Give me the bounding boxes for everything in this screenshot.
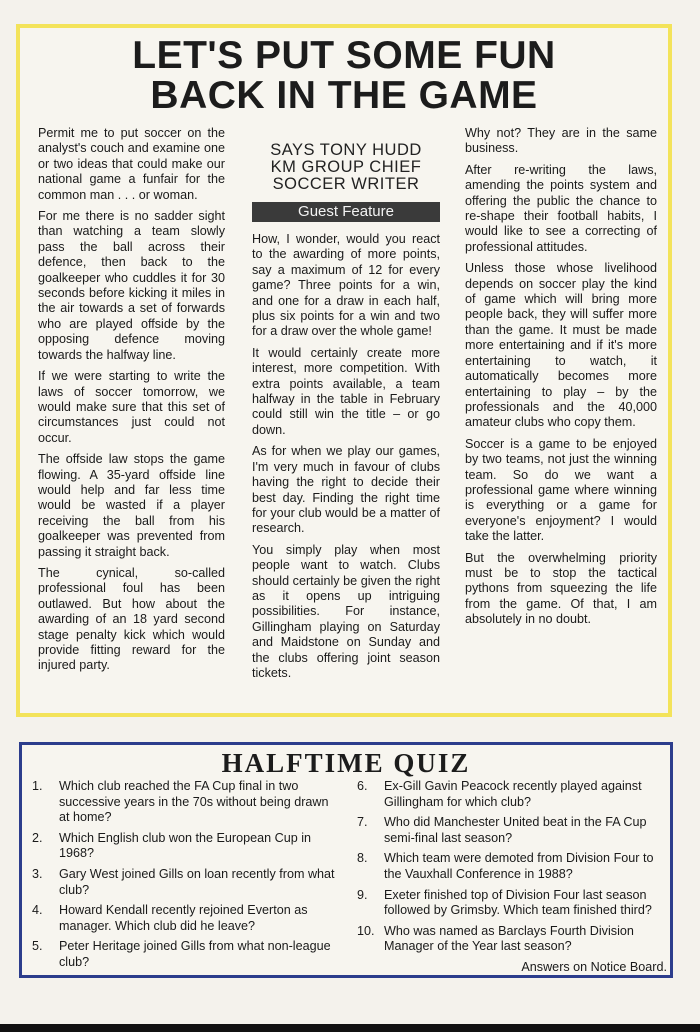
paragraph: But the overwhelming priority must be to stop the tactical pythons from squeezing the life from the game. Of that, I am absolutely in no doubt.: [465, 550, 657, 627]
question-number: 2.: [32, 830, 43, 845]
quiz-question: [32, 903, 340, 934]
paragraph: After re-writing the laws, amending the points system and offering the public the chance to re-shape their football habits, I would like to see a correcting of professional attitudes.: [465, 162, 657, 254]
quiz-question: [357, 924, 667, 955]
byline: [252, 142, 440, 193]
quiz-question: [357, 851, 667, 882]
paragraph: The cynical, so-called professional foul has been outlawed. But how about the awarding of an 18 yard second stage penalty kick which would provide fitting reward for the injured party.: [38, 565, 225, 673]
byline-line: KM GROUP CHIEF: [270, 158, 422, 176]
question-number: 7.: [357, 815, 368, 830]
quiz-question: [32, 831, 340, 862]
quiz-column-right: [357, 779, 667, 976]
question-text: Peter Heritage joined Gills from what non-league club?: [59, 939, 331, 969]
paragraph: The offside law stops the game flowing. A 35-yard offside line would help and far less time would be wasted if a player receiving the ball from his goalkeeper was prevented from passing it straight back.: [38, 452, 225, 559]
article-column-1: [38, 126, 225, 680]
question-text: Who did Manchester United beat in the FA Cup semi-final last season?: [384, 815, 647, 845]
paragraph: For me there is no sadder sight than watching a team slowly pass the ball across their defence, then back to the goalkeeper who cuddles it for 30 seconds before kicking it miles in the air towards a set of forwards who are played offside by the opposing defence moving towards the halfway line.: [38, 209, 225, 362]
question-number: 4.: [32, 903, 43, 918]
question-number: 9.: [357, 887, 368, 902]
question-number: 8.: [357, 851, 368, 866]
quiz-title: HALFTIME QUIZ: [221, 748, 471, 778]
question-number: 3.: [32, 866, 43, 881]
byline-line: SAYS TONY HUDD: [270, 141, 422, 159]
question-text: Which team were demoted from Division Four to the Vauxhall Conference in 1988?: [384, 851, 654, 881]
question-text: Which English club won the European Cup in 1968?: [59, 830, 312, 861]
paragraph: Permit me to put soccer on the analyst's couch and examine one or two ideas that could make our national game a funfair for the common man . . . or woman.: [38, 126, 225, 202]
question-number: 5.: [32, 939, 43, 954]
answers-note: Answers on Notice Board.: [521, 959, 667, 974]
paragraph: As for when we play our games, I'm very much in favour of clubs having the right to decide their best day. Finding the right time for your club would be a matter of research.: [252, 444, 440, 536]
paragraph: Why not? They are in the same business.: [465, 126, 657, 156]
question-text: Exeter finished top of Division Four last season followed by Grimsby. Which team finished third?: [384, 887, 652, 918]
question-number: 6.: [357, 779, 368, 793]
question-text: Who was named as Barclays Fourth Division Manager of the Year last season?: [384, 923, 634, 954]
question-number: 1.: [32, 779, 43, 793]
halftime-quiz-box: [19, 742, 673, 978]
paragraph: You simply play when most people want to watch. Clubs should certainly be given the right as it opens up intriguing possibilities. For instance, Gillingham playing on Saturday and Maidstone on Sunday and the clubs offering joint season tickets.: [252, 542, 440, 680]
question-text: Ex-Gill Gavin Peacock recently played against Gillingham for which club?: [384, 779, 642, 809]
page-bottom-edge: [0, 1024, 700, 1032]
article-column-2: [252, 126, 440, 687]
article-box: [16, 24, 672, 717]
quiz-question: [357, 888, 667, 919]
question-text: Which club reached the FA Cup final in two successive years in the 70s without being drawn at home?: [59, 779, 329, 825]
paragraph: It would certainly create more interest, more competition. With extra points available, a team halfway in the table in February could still win the title – or go down.: [252, 345, 440, 437]
paragraph: Soccer is a game to be enjoyed by two teams, not just the winning team. So do we want a professional game where winning is everything or a game for everyone's enjoyment? I would take the latter.: [465, 436, 657, 544]
quiz-question: [357, 779, 667, 810]
guest-feature-label: Guest Feature: [252, 202, 440, 222]
headline-line-1: LET'S PUT SOME FUN: [132, 34, 556, 77]
quiz-question: [32, 867, 340, 898]
paragraph: How, I wonder, would you react to the awarding of more points, say a maximum of 12 for every game? Three points for a win, and one for a draw in each half, plus six points for a win and two for a draw over the whole game!: [252, 232, 440, 339]
question-text: Howard Kendall recently rejoined Everton as manager. Which club did he leave?: [59, 903, 308, 933]
question-text: Gary West joined Gills on loan recently from what club?: [59, 866, 335, 897]
paragraph: Unless those whose livelihood depends on soccer play the kind of game which will bring more people back, they will suffer more than the game. It must be made more entertaining and if it's more entertaining to watch, it automatically becomes more entertaining to play – by the professionals and the 40,000 amateur clubs who copy them.: [465, 261, 657, 430]
quiz-column-left: [32, 779, 340, 976]
quiz-question: [32, 779, 340, 826]
byline-line: SOCCER WRITER: [272, 175, 420, 193]
article-column-3: [465, 126, 657, 634]
paragraph: If we were starting to write the laws of soccer tomorrow, we would make sure that this set of circumstances just could not occur.: [38, 369, 225, 445]
question-number: 10.: [357, 923, 375, 938]
quiz-question: [32, 939, 340, 970]
article-headline: [20, 36, 668, 116]
headline-line-2: BACK IN THE GAME: [150, 74, 538, 117]
quiz-question: [357, 815, 667, 846]
